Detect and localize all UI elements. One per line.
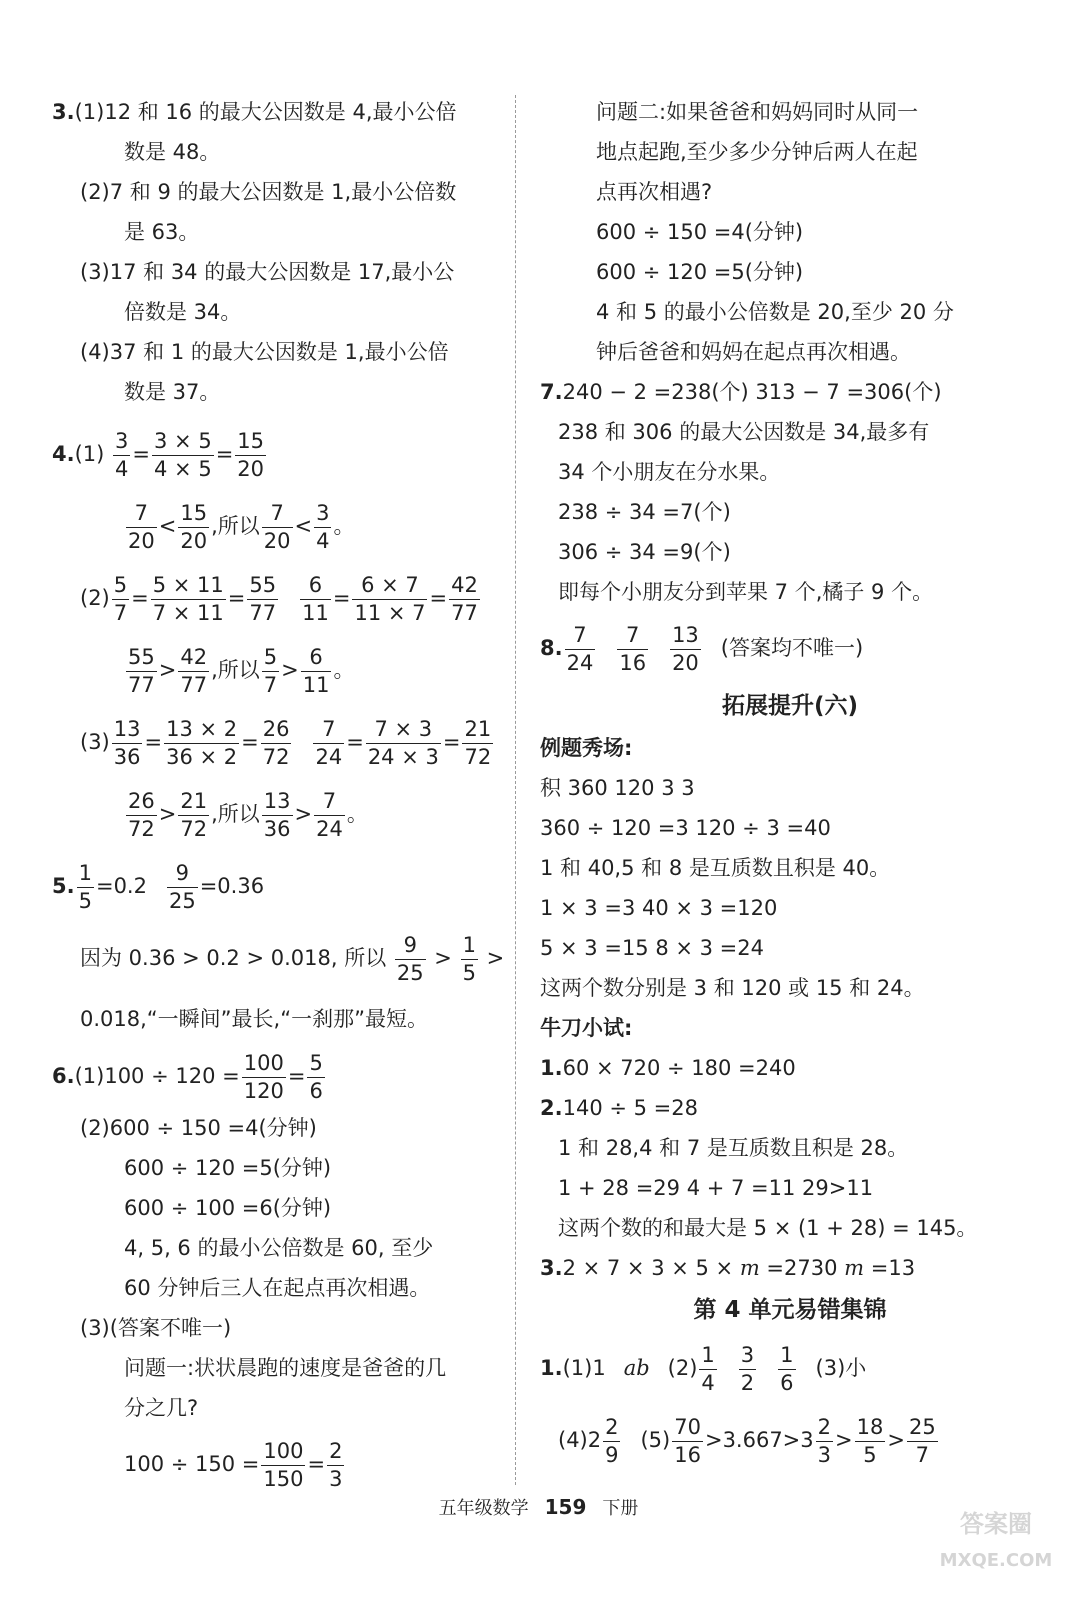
question-number: 7.: [540, 380, 563, 404]
variable-m: m: [844, 1256, 865, 1280]
fraction: $\frac{9}{25}$: [168, 860, 196, 913]
fraction: $\frac{21}{72}$: [464, 716, 492, 769]
example-line-4: 1 × 3 =3 40 × 3 =120: [540, 896, 778, 920]
fraction: $\frac{6}{11}$: [302, 644, 330, 697]
section-title-extension: 拓展提升(六): [721, 693, 859, 719]
text: (1)1: [562, 1356, 606, 1380]
text: =0.2: [95, 874, 147, 898]
q3-line-2: 数是 48。: [124, 140, 221, 164]
q7-line-3: 34 个小朋友在分水果。: [558, 460, 781, 484]
fraction: $\frac{2}{9}$: [605, 1414, 619, 1467]
text: ,所以: [211, 802, 260, 826]
q6-cont-line-3: 点再次相遇?: [596, 180, 713, 204]
watermark-logo: [921, 1494, 1071, 1584]
practice-line-1: [540, 1048, 1040, 1088]
variable-ab: ab: [623, 1356, 650, 1380]
unit-line-1: [540, 1332, 1040, 1404]
fraction: $\frac{100}{120}$: [243, 1050, 284, 1103]
fraction: $\frac{1}{5}$: [78, 860, 92, 913]
question-number: 5.: [52, 874, 75, 898]
page-number: 159: [544, 1495, 587, 1519]
question-number: 1.: [540, 1056, 563, 1080]
example-line-2: 360 ÷ 120 =3 120 ÷ 3 =40: [540, 816, 831, 840]
text: 140 ÷ 5 =28: [562, 1096, 698, 1120]
q5-line-2: 因为 0.36 > 0.2 > 0.018, 所以 $\frac{9}{25}$ > $\frac{1}{5}$ >: [80, 932, 505, 985]
fraction: $\frac{26}{72}$: [128, 788, 155, 841]
q4-line-3: (2) $\frac{5}{7}$ = $\frac{5 \times 11}{7 \times 11}$ = $\frac{55}{77}$ $\frac{6}{11}$ = $\frac{6 \times 7}{11 \times 7}$ = $\frac{42}{77}$: [80, 572, 478, 625]
answer-text: (1)12 和 16 的最大公因数是 4,最小公倍: [74, 100, 457, 124]
right-column: [540, 92, 1040, 1476]
fraction: $\frac{9}{25}$: [396, 932, 424, 985]
fraction: $\frac{7}{24}$: [566, 622, 594, 675]
fraction: $\frac{55}{77}$: [128, 644, 155, 697]
q6-line-6: 60 分钟后三人在起点再次相遇。: [124, 1276, 431, 1300]
text: (4)2: [558, 1428, 602, 1452]
q4-line-4: $\frac{55}{77}$ > $\frac{42}{77}$ ,所以 $\frac{5}{7}$ > $\frac{6}{11}$ 。: [128, 644, 355, 697]
example-line-3: 1 和 40,5 和 8 是互质数且积是 40。: [540, 856, 891, 880]
section-title-unit: 第 4 单元易错集锦: [693, 1297, 887, 1323]
fraction: $\frac{3}{4}$: [316, 500, 330, 553]
q7-line-4: 238 ÷ 34 =7(个): [558, 500, 731, 524]
example-line-1: 积 360 120 3 3: [540, 776, 695, 800]
fraction: $\frac{5}{6}$: [309, 1050, 323, 1103]
svg-text:MXQE.COM: MXQE.COM: [939, 1550, 1053, 1571]
fraction: $\frac{1}{6}$: [780, 1342, 794, 1395]
question-number: 2.: [540, 1096, 563, 1120]
unit-line-2: (4)2 $\frac{2}{9}$ (5) $\frac{70}{16}$ >3.667>3 $\frac{2}{3}$ > $\frac{18}{5}$ > $\frac{25}{7}$: [558, 1414, 936, 1467]
q6-line-1: 6.(1)100 ÷ 120 = $\frac{100}{120}$ = $\frac{5}{6}$: [52, 1050, 323, 1103]
question-number: 6.: [52, 1064, 75, 1088]
text: 因为 0.36 > 0.2 > 0.018, 所以: [80, 946, 387, 970]
text: (3)小: [815, 1356, 867, 1380]
sub-label: (1): [74, 442, 105, 466]
q6-line-5: 4, 5, 6 的最小公倍数是 60, 至少: [124, 1236, 434, 1260]
fraction: $\frac{7}{20}$: [263, 500, 291, 553]
q6-line-3: 600 ÷ 120 =5(分钟): [124, 1156, 332, 1180]
fraction: $\frac{3 \times 5}{4 \times 5}$: [154, 428, 212, 481]
fraction: $\frac{7}{24}$: [316, 788, 343, 841]
column-divider: [515, 95, 516, 1485]
fraction: $\frac{55}{77}$: [249, 572, 277, 625]
fraction: $\frac{13 \times 2}{36 \times 2}$: [166, 716, 238, 769]
fraction: $\frac{15}{20}$: [180, 500, 208, 553]
q4-line-5: (3) $\frac{13}{36}$ = $\frac{13 \times 2}{36 \times 2}$ = $\frac{26}{72}$ $\frac{7}{24}$ = $\frac{7 \times 3}{24 \times 3}$ = $\frac{21}{72}$: [80, 716, 492, 769]
page-footer: [0, 1494, 1077, 1520]
sub-label: (3): [80, 730, 110, 754]
q3-line-3: (2)7 和 9 的最大公因数是 1,最小公倍数: [80, 180, 457, 204]
fraction: $\frac{5 \times 11}{7 \times 11}$: [152, 572, 224, 625]
text: (2): [667, 1356, 698, 1380]
fraction: $\frac{100}{150}$: [263, 1438, 304, 1491]
fraction: $\frac{42}{77}$: [451, 572, 478, 625]
q3-line-6: 倍数是 34。: [124, 300, 242, 324]
fraction: $\frac{25}{7}$: [908, 1414, 936, 1467]
question-number: 3.: [540, 1256, 563, 1280]
text: 100 ÷ 150 =: [124, 1452, 260, 1476]
note-text: (答案均不唯一): [720, 636, 864, 660]
q3-line-8: 数是 37。: [124, 380, 221, 404]
fraction: $\frac{26}{72}$: [262, 716, 290, 769]
fraction: $\frac{13}{20}$: [672, 622, 699, 675]
q5-line-3: 0.018,“一瞬间”最长,“一刹那”最短。: [80, 1007, 428, 1031]
text: =0.36: [199, 874, 265, 898]
fraction: $\frac{1}{4}$: [701, 1342, 715, 1395]
q6-line-2: (2)600 ÷ 150 =4(分钟): [80, 1116, 317, 1140]
text: =2730: [759, 1256, 845, 1280]
footer-volume: 下册: [602, 1498, 639, 1519]
fraction: $\frac{7}{16}$: [619, 622, 647, 675]
q7-line-1: [540, 372, 1040, 412]
fraction: $\frac{70}{16}$: [674, 1414, 701, 1467]
example-line-6: 这两个数分别是 3 和 120 或 15 和 24。: [540, 976, 925, 1000]
text: =13: [864, 1256, 916, 1280]
left-column: [52, 92, 507, 1500]
example-line-5: 5 × 3 =15 8 × 3 =24: [540, 936, 764, 960]
sub-label: (2): [80, 586, 110, 610]
fraction: $\frac{7}{20}$: [128, 500, 155, 553]
fraction: $\frac{21}{72}$: [180, 788, 208, 841]
text: ,所以: [211, 514, 260, 538]
q3-line-1: [52, 92, 507, 132]
practice-line-4: 1 + 28 =29 4 + 7 =11 29>11: [558, 1176, 874, 1200]
fraction: $\frac{7}{24}$: [315, 716, 343, 769]
q7-line-5: 306 ÷ 34 =9(个): [558, 540, 731, 564]
fraction: $\frac{1}{5}$: [462, 932, 476, 985]
fraction: $\frac{42}{77}$: [180, 644, 208, 697]
q6-line-7: (3)(答案不唯一): [80, 1316, 232, 1340]
text: 60 × 720 ÷ 180 =240: [562, 1056, 796, 1080]
q6-cont-line-5: 600 ÷ 120 =5(分钟): [596, 260, 804, 284]
practice-line-3: 1 和 28,4 和 7 是互质数且积是 28。: [558, 1136, 909, 1160]
fraction: $\frac{13}{36}$: [263, 788, 291, 841]
practice-line-5: 这两个数的和最大是 5 × (1 + 28) = 145。: [558, 1216, 978, 1240]
text: (1)100 ÷ 120 =: [74, 1064, 240, 1088]
fraction: $\frac{5}{7}$: [263, 644, 278, 697]
q6-cont-line-6: 4 和 5 的最小公倍数是 20,至少 20 分: [596, 300, 954, 324]
fraction: $\frac{3}{2}$: [740, 1342, 755, 1395]
q5-line-1: [52, 850, 507, 922]
q6-cont-line-1: 问题二:如果爸爸和妈妈同时从同一: [596, 100, 919, 124]
q3-line-4: 是 63。: [124, 220, 200, 244]
q6-line-10: 100 ÷ 150 = $\frac{100}{150}$ = $\frac{2}{3}$: [124, 1438, 343, 1491]
question-number: 8.: [540, 636, 563, 660]
q3-line-7: (4)37 和 1 的最大公因数是 1,最小公倍: [80, 340, 449, 364]
svg-text:答案圈: 答案圈: [960, 1510, 1032, 1538]
q7-line-2: 238 和 306 的最大公因数是 34,最多有: [558, 420, 930, 444]
text: >3.667>3: [704, 1428, 814, 1452]
q7-line-6: 即每个小朋友分到苹果 7 个,橘子 9 个。: [558, 580, 934, 604]
fraction: $\frac{13}{36}$: [113, 716, 141, 769]
fraction: $\frac{15}{20}$: [237, 428, 265, 481]
variable-m: m: [739, 1256, 760, 1280]
q6-cont-line-2: 地点起跑,至少多少分钟后两人在起: [596, 140, 918, 164]
question-number: 1.: [540, 1356, 563, 1380]
q6-line-9: 分之几?: [124, 1396, 199, 1420]
q4-line-1: 4.(1) $\frac{3}{4}$ = $\frac{3 \times 5}{4 \times 5}$ = $\frac{15}{20}$: [52, 428, 265, 481]
text: 240 − 2 =238(个) 313 − 7 =306(个): [562, 380, 942, 404]
text: ,所以: [211, 658, 260, 682]
q8-line: [540, 612, 1040, 684]
text: (5): [640, 1428, 671, 1452]
example-title: 例题秀场:: [540, 736, 633, 760]
practice-title: 牛刀小试:: [540, 1016, 633, 1040]
q4-line-6: $\frac{26}{72}$ > $\frac{21}{72}$ ,所以 $\frac{13}{36}$ > $\frac{7}{24}$ 。: [128, 788, 368, 841]
q3-line-5: (3)17 和 34 的最大公因数是 17,最小公: [80, 260, 455, 284]
fraction: $\frac{6 \times 7}{11 \times 7}$: [354, 572, 426, 625]
fraction: $\frac{5}{7}$: [113, 572, 128, 625]
fraction: $\frac{6}{11}$: [302, 572, 329, 625]
fraction: $\frac{2}{3}$: [329, 1438, 343, 1491]
text: 2 × 7 × 3 × 5 ×: [562, 1256, 740, 1280]
question-number: 3.: [52, 100, 75, 124]
practice-line-2: [540, 1088, 1040, 1128]
q6-line-4: 600 ÷ 100 =6(分钟): [124, 1196, 332, 1220]
q6-cont-line-4: 600 ÷ 150 =4(分钟): [596, 220, 804, 244]
practice-line-6: [540, 1248, 1040, 1288]
fraction: $\frac{7 \times 3}{24 \times 3}$: [367, 716, 439, 769]
fraction: $\frac{18}{5}$: [856, 1414, 884, 1467]
fraction: $\frac{2}{3}$: [817, 1414, 832, 1467]
fraction: $\frac{3}{4}$: [115, 428, 129, 481]
q6-cont-line-7: 钟后爸爸和妈妈在起点再次相遇。: [596, 340, 911, 364]
footer-grade: 五年级数学: [438, 1498, 529, 1519]
q6-line-8: 问题一:状状晨跑的速度是爸爸的几: [124, 1356, 447, 1380]
question-number: 4.: [52, 442, 75, 466]
q4-line-2: $\frac{7}{20}$ < $\frac{15}{20}$ ,所以 $\frac{7}{20}$ < $\frac{3}{4}$ 。: [128, 500, 355, 553]
